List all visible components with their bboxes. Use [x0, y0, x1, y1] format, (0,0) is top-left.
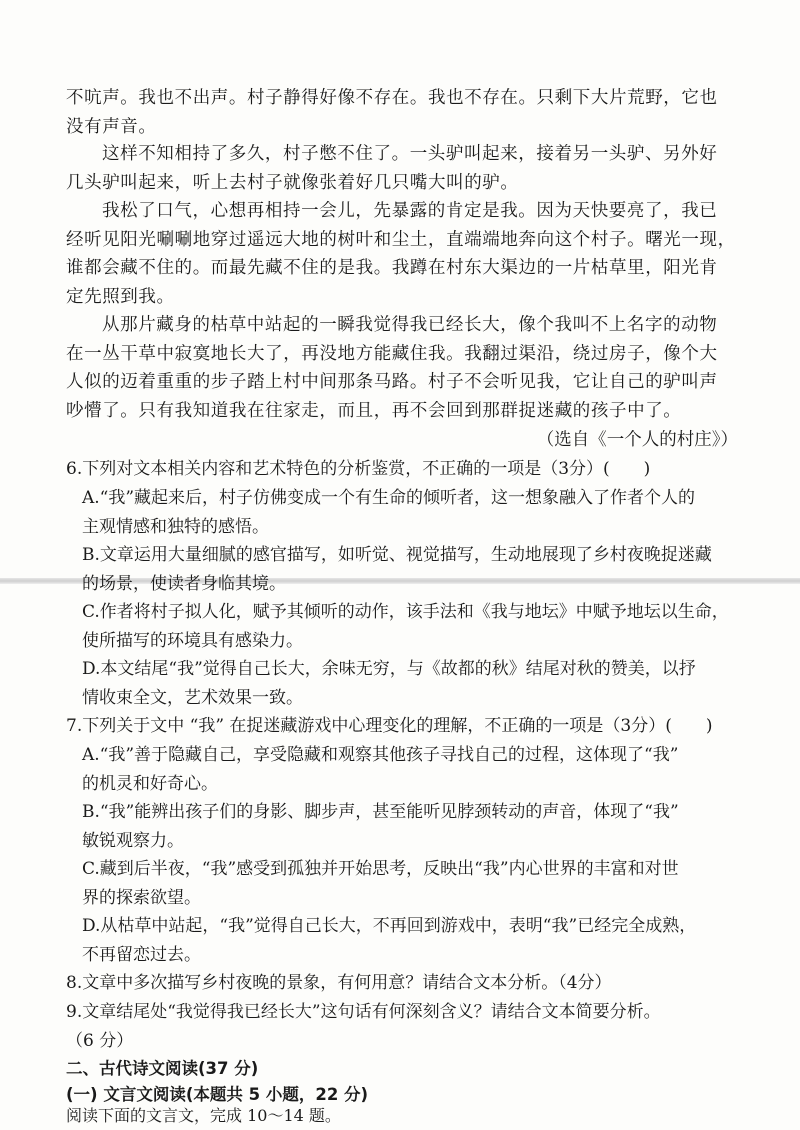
text-line: 没有声音。	[66, 116, 157, 137]
question-8: 8.文章中多次描写乡村夜晚的景象，有何用意？请结合文本分析。（4分）	[66, 973, 612, 993]
text-line: 从那片藏身的枯草中站起的一瞬我觉得我已经长大，像个我叫不上名字的动物	[102, 315, 718, 335]
question-7-stem: 7.下列关于文中 “我” 在捉迷藏游戏中心理变化的理解，不正确的一项是（3分）( )	[66, 716, 713, 736]
text-line: 9.文章结尾处“我觉得我已经长大”这句话有何深刻含义？请结合文本简要分析。	[66, 1002, 661, 1022]
passage-paragraph-3	[66, 197, 738, 311]
text-line: D.从枯草中站起，“我”觉得自己长大，不再回到游戏中，表明“我”已经完全成熟，	[82, 916, 697, 936]
text-line: 在一丛干草中寂寞地长大了，再没地方能藏住我。我翻过渠沿，绕过房子，像个大	[66, 343, 718, 364]
text-line: C.作者将村子拟人化，赋予其倾听的动作，该手法和《我与地坛》中赋予地坛以生命，	[82, 602, 729, 622]
question-6-option-d	[82, 655, 738, 712]
text-line: A.“我”藏起来后，村子仿佛变成一个有生命的倾听者，这一想象融入了作者个人的	[82, 488, 696, 508]
text-line: （6 分）	[66, 1030, 134, 1051]
passage-paragraph-4	[66, 311, 738, 425]
text-line: 主观情感和独特的感悟。	[82, 516, 269, 537]
question-7-option-b	[82, 798, 738, 855]
question-7-option-c	[82, 855, 738, 912]
text-line: 经听见阳光唰唰地穿过遥远大地的树叶和尘土，直端端地奔向这个村子。曙光一现，	[66, 229, 736, 250]
text-line: B.“我”能辨出孩子们的身影、脚步声，甚至能听见脖颈转动的声音，体现了“我”	[82, 802, 679, 822]
question-6-option-b	[82, 541, 738, 598]
text-line: 的场景，使读者身临其境。	[82, 573, 286, 594]
text-line: 敏锐观察力。	[82, 830, 184, 851]
passage-paragraph-2	[66, 140, 738, 197]
text-line: C.藏到后半夜，“我”感受到孤独并开始思考，反映出“我”内心世界的丰富和对世	[82, 859, 679, 879]
question-7-option-d	[82, 912, 738, 969]
section-2-1-heading: (一) 文言文阅读(本题共 5 小题，22 分)	[66, 1085, 369, 1104]
text-line: 使所描写的环境具有感染力。	[82, 630, 303, 651]
text-line: 界的探索欲望。	[82, 887, 201, 908]
text-line: 这样不知相持了多久，村子憋不住了。一头驴叫起来，接着另一头驴、另外好	[102, 144, 718, 164]
text-line: 几头驴叫起来，听上去村子就像张着好几只嘴大叫的驴。	[66, 172, 519, 193]
question-9	[66, 998, 738, 1055]
text-line: 我松了口气，心想再相持一会儿，先暴露的肯定是我。因为天快要亮了，我已	[102, 201, 718, 221]
text-line: B.文章运用大量细腻的感官描写，如听觉、视觉描写，生动地展现了乡村夜晚捉迷藏	[82, 545, 712, 565]
text-line: 人似的迈着重重的步子踏上村中间那条马路。村子不会听见我，它让自己的驴叫声	[66, 372, 718, 392]
passage-source: （选自《一个人的村庄》）	[536, 430, 738, 450]
text-line: 谁都会藏不住的。而最先藏不住的是我。我蹲在村东大渠边的一片枯草里，阳光肯	[66, 258, 718, 278]
text-line: 不再留恋过去。	[82, 944, 201, 965]
text-line: 吵懵了。只有我知道我在往家走，而且，再不会回到那群捉迷藏的孩子中了。	[66, 400, 682, 421]
question-6-option-a	[82, 484, 738, 541]
question-6-option-c	[82, 598, 738, 655]
text-line: 不吭声。我也不出声。村子静得好像不存在。我也不存在。只剩下大片荒野，它也	[66, 88, 718, 108]
question-7-option-a	[82, 741, 738, 798]
question-6-stem: 6.下列对文本相关内容和艺术特色的分析鉴赏，不正确的一项是（3分）( )	[66, 459, 651, 479]
text-line: D.本文结尾“我”觉得自己长大，余味无穷，与《故都的秋》结尾对秋的赞美，以抒	[82, 659, 696, 679]
text-line: 情收束全文，艺术效果一致。	[82, 687, 303, 708]
text-line: A.“我”善于隐藏自己，享受隐藏和观察其他孩子寻找自己的过程，这体现了“我”	[82, 745, 679, 765]
text-line: 定先照到我。	[66, 286, 175, 307]
instruction-text: 阅读下面的文言文，完成 10～14 题。	[66, 1106, 341, 1125]
section-2-heading: 二、古代诗文阅读(37 分)	[66, 1059, 259, 1078]
text-line: 的机灵和好奇心。	[82, 773, 218, 794]
passage-paragraph-1	[66, 84, 738, 141]
